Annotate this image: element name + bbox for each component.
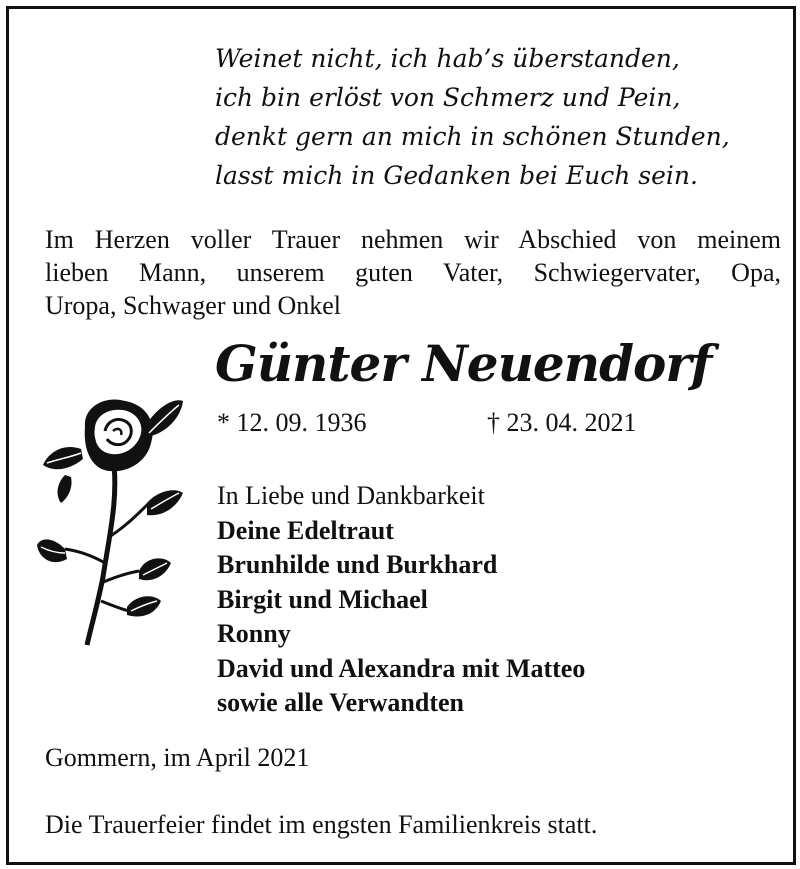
poem-line-3: denkt gern an mich in schönen Stunden, xyxy=(215,122,730,151)
rose-icon xyxy=(35,387,185,649)
place-date: Gommern, im April 2021 xyxy=(45,743,310,772)
family-name: David und Alexandra mit Matteo xyxy=(217,653,586,683)
life-dates xyxy=(217,405,677,445)
intro-line-1: Im Herzen voller Trauer nehmen wir Abschied von meinem xyxy=(45,225,781,254)
family-signatures xyxy=(217,479,777,721)
poem-line-2: ich bin erlöst von Schmerz und Pein, xyxy=(215,83,681,112)
obituary-notice xyxy=(6,6,796,865)
poem-line-1: Weinet nicht, ich hab’s überstanden, xyxy=(215,44,680,73)
family-opening: In Liebe und Dankbarkeit xyxy=(217,481,485,510)
intro-line-3: Uropa, Schwager und Onkel xyxy=(45,291,342,320)
poem xyxy=(215,39,730,195)
birth-date: * 12. 09. 1936 xyxy=(217,408,367,437)
funeral-note: Die Trauerfeier findet im engsten Familienkreis statt. xyxy=(45,810,598,839)
family-name: Deine Edeltraut xyxy=(217,515,394,545)
family-name: Brunhilde und Burkhard xyxy=(217,550,498,579)
intro-text xyxy=(45,223,781,322)
deceased-name: Günter Neuendorf xyxy=(215,334,712,393)
family-name: sowie alle Verwandten xyxy=(217,688,464,717)
intro-line-2: lieben Mann, unserem guten Vater, Schwiegervater, Opa, xyxy=(45,258,781,287)
family-name: Birgit und Michael xyxy=(217,584,428,614)
poem-line-4: lasst mich in Gedanken bei Euch sein. xyxy=(215,161,698,190)
family-name: Ronny xyxy=(217,619,291,648)
death-date: † 23. 04. 2021 xyxy=(487,408,637,437)
